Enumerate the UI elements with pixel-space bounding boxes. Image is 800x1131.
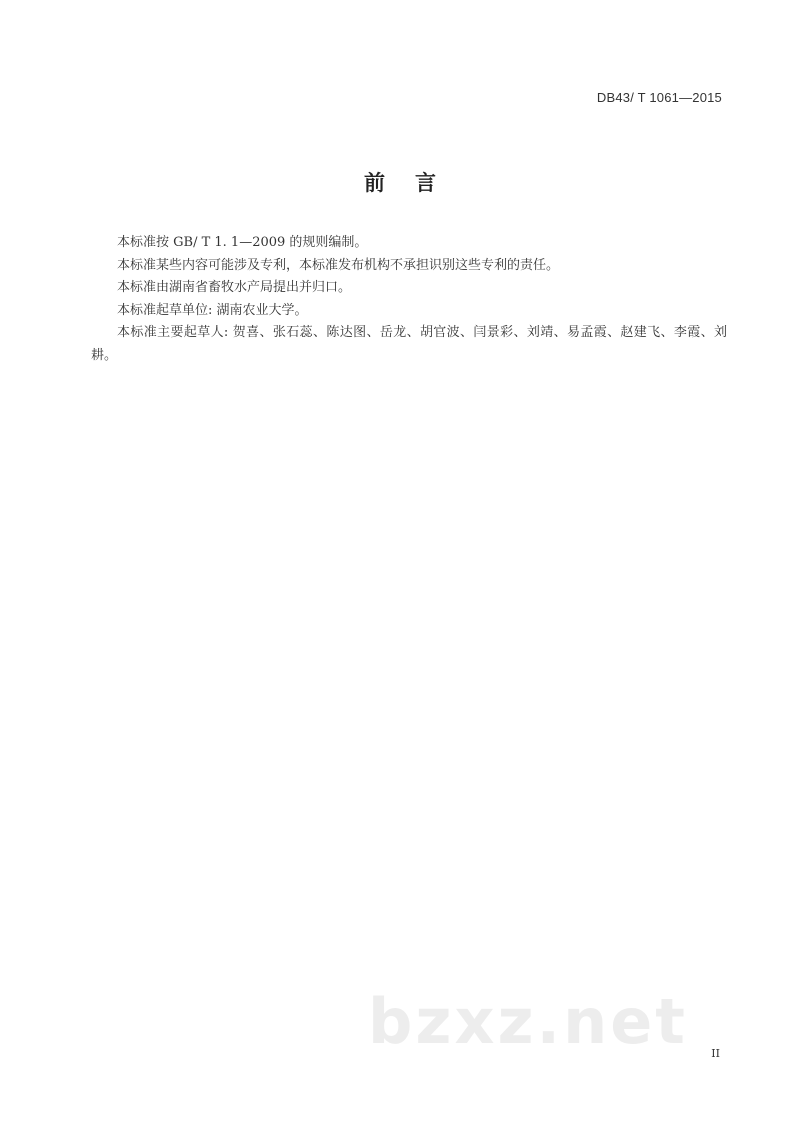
paragraph-drafters: 本标准主要起草人: 贺喜、张石蕊、陈达图、岳龙、胡官波、闫景彩、刘靖、易孟霞、赵建飞、李霞、刘耕。 bbox=[91, 325, 727, 363]
document-code: DB43/ T 1061—2015 bbox=[596, 90, 722, 105]
paragraph-drafting-unit: 本标准起草单位: 湖南农业大学。 bbox=[117, 302, 308, 318]
page-number: II bbox=[711, 1047, 720, 1060]
page-title: 前言 bbox=[364, 171, 466, 195]
watermark: bzxz.net bbox=[368, 985, 688, 1058]
paragraph-proposer: 本标准由湖南省畜牧水产局提出并归口。 bbox=[117, 280, 352, 295]
document-body bbox=[91, 232, 727, 367]
paragraph-patent-notice: 本标准某些内容可能涉及专利，本标准发布机构不承担识别这些专利的责任。 bbox=[117, 257, 560, 273]
paragraph-drafting-rules: 本标准按 GB/ T 1. 1—2009 的规则编制。 bbox=[117, 235, 368, 250]
